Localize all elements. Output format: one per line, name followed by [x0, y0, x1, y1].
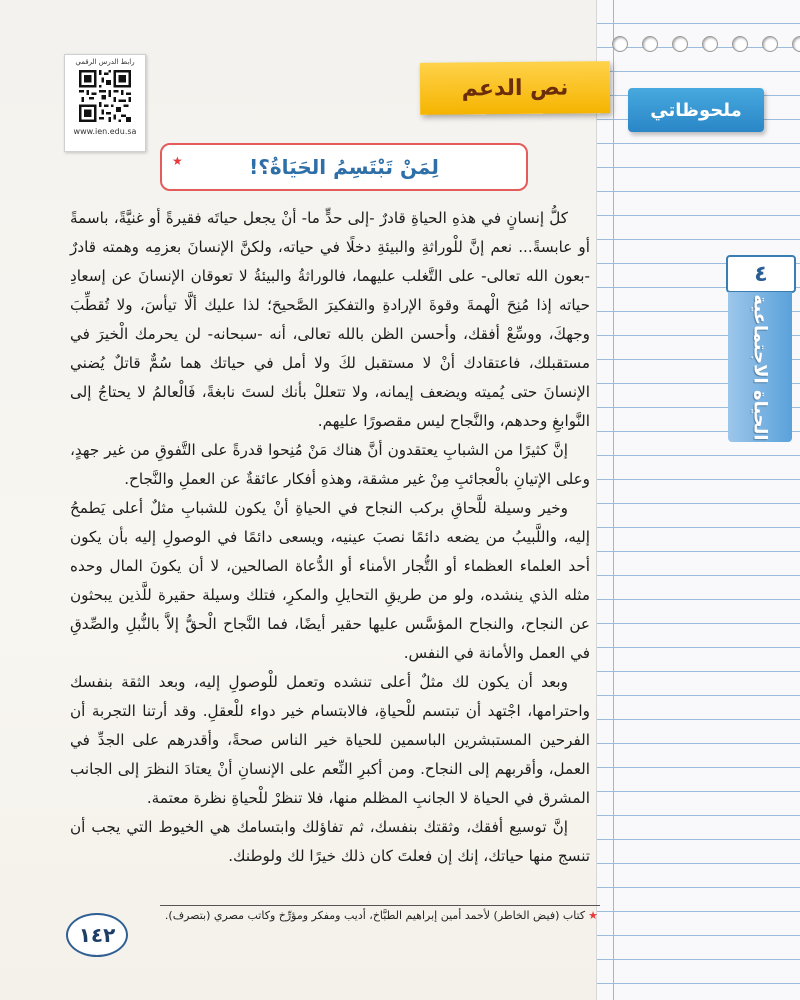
story-title: لِمَنْ تَبْتَسِمُ الحَيَاةُ؟! — [160, 143, 528, 191]
footnote-star-icon: ★ — [172, 154, 183, 168]
binder-hole — [732, 36, 748, 52]
my-notes-tab: ملحوظاتي — [628, 88, 764, 132]
paragraph: وبعد أن يكون لك مثلٌ أعلى تنشده وتعمل للْوصولِ إليه، وبعد الثقة بنفسك واحترامها، اجْتهد أن تبتسم للْحياةِ، فالابتسام خير دواء للْعقلِ. وقد أرتنا التجربة أن الفرحين المستبشرين الباسمين للحياة خير الناس صحةً، وأقدرهم على الجدِّ في العمل، وأقربهم إلى النجاح. ومن أكبرِ النِّعم على الإنسانِ أنْ يعتادَ النظرَ إلى الجانب المشرق في الحياة لا الجانبِ المظلم منها، فلا تنظرْ للْحياةِ نظرة معتمة. — [70, 673, 590, 807]
paragraph: كلُّ إنسانٍ في هذهِ الحياةِ قادرٌ -إلى حدٍّ ما- أنْ يجعل حياتَه فقيرةً أو غنيَّةً، باسمةً أو عابسةً... نعم إنَّ للْوراثةِ والبيئةِ دخلًا في حياته، ولكنَّ الإنسانَ بعزمِه وهمته قادرٌ -بعون الله تعالى- على التَّغلب عليهما، فالوراثةُ والبيئةُ لا تعوقان الإنسانَ عن إسعادِ حياته إذا مُنِحَ الْهمةَ وقوةَ الإرادةِ والتفكيرَ الصَّحيحَ؛ لذا عليك ألَّا تيأسَ، ولا تُقطِّبَ وجهكَ، ووسِّعْ أفقك، وأحسن الظن بالله تعالى، أنه -سبحانه- لن يحرمك الْخيرَ في مستقبلك، فاعتقادك أنْ لا مستقبل لكَ ولا أمل في حياتك هما سُمٌّ قاتلٌ يُضني الإنسانَ حتى يُميته ويضعف إيمانه، ولا تتعللْ بأنك لستَ نابغةً، فَالْعالمُ لا يحتاجُ إلى النَّوابغِ وحدهم، والنَّجاح ليس مقصورًا عليهم. — [70, 209, 590, 430]
support-text-banner: نص الدعم — [420, 61, 610, 115]
margin-line — [613, 0, 614, 1000]
paragraph: إنَّ كثيرًا من الشبابِ يعتقدون أنَّ هناك مَنْ مُنِحوا قدرةً على التَّفوقِ من غير جهدٍ، وعلى الإتيانِ بالْعجائبِ مِنْ غير مشقة، وهذهِ أفكار عائقةٌ عن العملِ والنَّجاح. — [70, 441, 590, 488]
digital-lesson-qr[interactable] — [64, 54, 146, 152]
qr-label: رابط الدرس الرقمي — [75, 58, 135, 66]
footnote-marker: ★ — [588, 909, 598, 922]
unit-title: الحياة الاجتماعية — [749, 293, 771, 441]
binder-holes — [612, 36, 800, 52]
footnote — [150, 909, 598, 922]
binder-hole — [612, 36, 628, 52]
binder-hole — [642, 36, 658, 52]
binder-hole — [672, 36, 688, 52]
unit-tab — [728, 292, 792, 442]
footnote-text: كتاب (فيض الخاطر) لأحمد أمين إبراهيم الطبَّاخ، أديب ومفكر ومؤرِّخ وكاتب مصري (بتصرف). — [164, 909, 586, 922]
paragraph: وخير وسيلة للَّحاقِ بركب النجاح في الحياةِ أنْ يكون للشبابِ مثلٌ أعلى يَطمحُ إليه، واللَّبيبُ من يضعه دائمًا نصبَ عينيه، ويسعى دائمًا في الوصولِ إليه بأن يكون أحد العلماء العظماء أو التُّجار الأمناء أو الدُّعاة الصالحين، لا أن يكونَ المال وحده مثله الذي ينشده، ولو من طريقِ التحايلِ والمكرِ، فتلك وسيلة حقيرة للَّذين يبحثون عن النجاح، والنجاح المؤسَّس عليها حقير أيضًا، فما النَّجاح الْحقُّ إلاَّ بالنُّبلِ والصِّدقِ في العمل والأمانة في النفس. — [70, 499, 590, 662]
binder-hole — [792, 36, 800, 52]
chapter-number: ٤ — [726, 255, 796, 293]
binder-hole — [762, 36, 778, 52]
paragraph: إنَّ توسيع أفقك، وثقتك بنفسك، ثم تفاؤلك وابتسامك هي الخيوط التي يجب أن تنسج منها حياتك، إنك إن فعلتَ كان ذلك خيرًا لك ولوطنك. — [70, 818, 590, 865]
notes-sidebar — [596, 0, 800, 1000]
story-body — [70, 204, 590, 871]
footnote-divider — [160, 905, 600, 906]
qr-url: www.ien.edu.sa — [73, 127, 137, 136]
qr-code-icon — [79, 70, 131, 122]
binder-hole — [702, 36, 718, 52]
page-number: ١٤٢ — [66, 913, 128, 957]
